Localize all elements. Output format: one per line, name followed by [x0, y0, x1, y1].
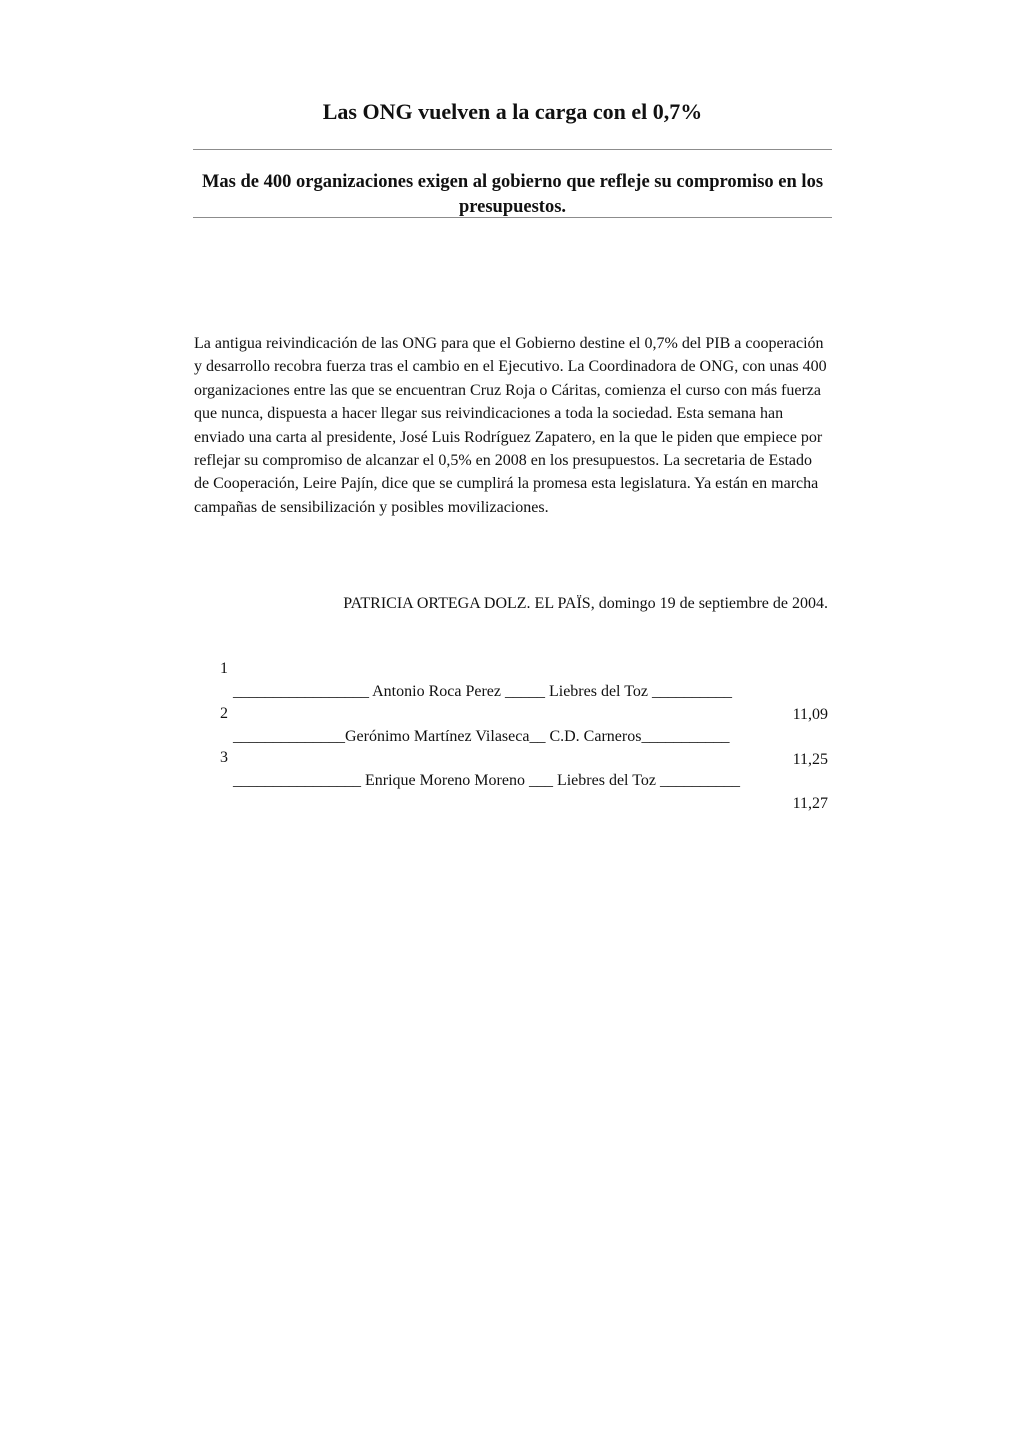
result-entry: ________________ Enrique Moreno Moreno ___ Liebres del Toz __________ [233, 772, 740, 789]
article-body: La antigua reivindicación de las ONG para que el Gobierno destine el 0,7% del PIB a cooperación y desarrollo recobra fuerza tras el cambio en el Ejecutivo. La Coordinadora de ONG, con unas 400 organizaciones entre las que se encuentran Cruz Roja o Cáritas, comienza el curso con más fuerza que nunca, dispuesta a hacer llegar sus reivindicaciones a toda la sociedad. Esta semana han enviado una carta al presidente, José Luis Rodríguez Zapatero, en la que le piden que empiece por reflejar su compromiso de alcanzar el 0,5% en 2008 en los presupuestos. La secretaria de Estado de Cooperación, Leire Pajín, dice que se cumplirá la promesa esta legislatura. Ya están en marcha campañas de sensibilización y posibles movilizaciones. [194, 335, 827, 516]
results-list [194, 634, 828, 812]
article-byline: PATRICIA ORTEGA DOLZ. EL PAÏS, domingo 19 de septiembre de 2004. [343, 595, 828, 612]
result-time: 11,09 [792, 706, 828, 723]
result-position: 2 [220, 704, 228, 722]
result-row [194, 634, 828, 723]
result-position: 1 [220, 660, 228, 677]
title-divider [193, 149, 832, 150]
article-subtitle: Mas de 400 organizaciones exigen al gobierno que refleje su compromiso en los presupuestos. [201, 172, 824, 217]
result-entry: _________________ Antonio Roca Perez _____ Liebres del Toz __________ [233, 683, 732, 700]
subtitle-divider [193, 217, 832, 218]
result-time: 11,27 [792, 795, 828, 812]
result-time: 11,25 [792, 750, 828, 768]
result-position: 3 [220, 749, 228, 766]
result-entry: ______________Gerónimo Martínez Vilaseca__ C.D. Carneros___________ [233, 727, 730, 745]
article-title: Las ONG vuelven a la carga con el 0,7% [322, 99, 703, 124]
